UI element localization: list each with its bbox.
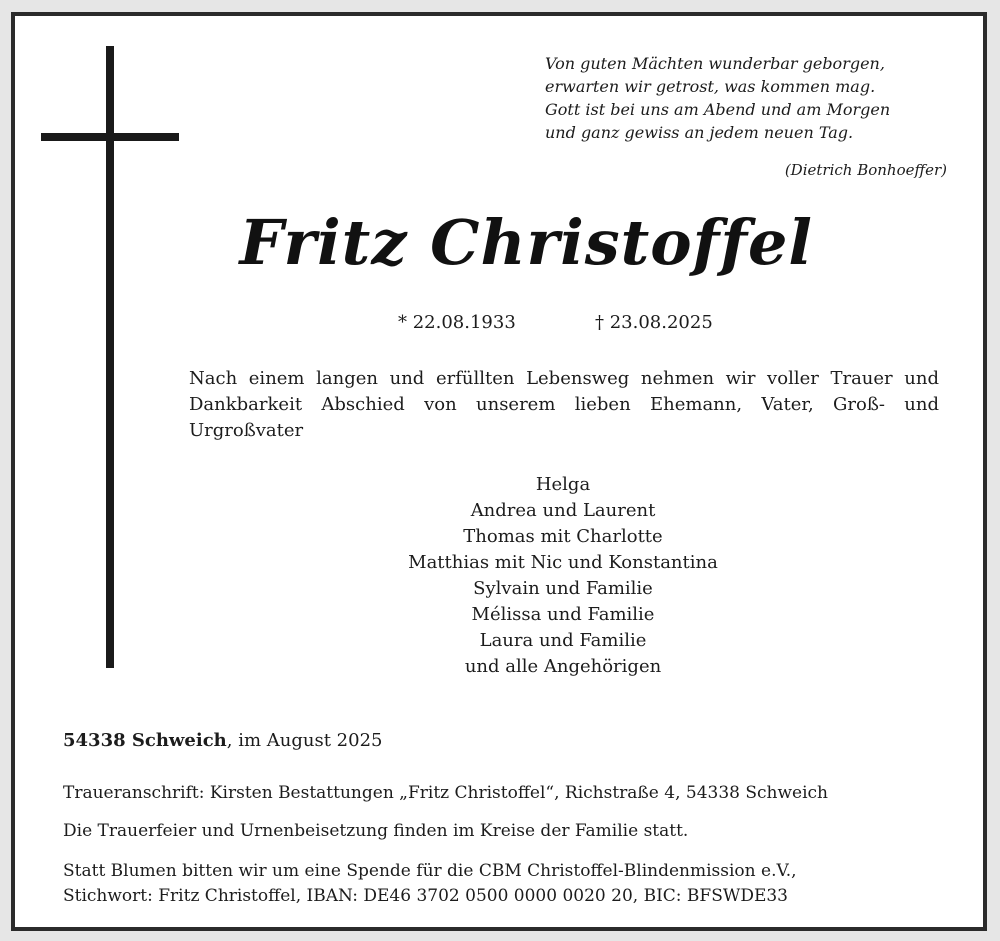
poem-line: erwarten wir getrost, was kommen mag. [545,77,876,96]
obituary-card [11,12,987,931]
donation-line: Stichwort: Fritz Christoffel, IBAN: DE46 3702 0500 0000 0020 20, BIC: BFSWDE33 [63,886,788,906]
family-member: Matthias mit Nic und Konstantina [408,552,718,573]
family-member: und alle Angehörigen [464,656,662,677]
intro-text: Nach einem langen und erfüllten Lebensweg nehmen wir voller Trauer und Dankbarkeit Abschied von unserem lieben Ehemann, Vater, Groß- und Urgroßvater [189,368,939,441]
ceremony-note: Die Trauerfeier und Urnenbeisetzung finden im Kreise der Familie statt. [63,821,689,841]
donation-line: Statt Blumen bitten wir um eine Spende für die CBM Christoffel-Blindenmission e.V., [63,861,797,881]
deceased-name: Fritz Christoffel [239,206,813,279]
mourning-address: Traueranschrift: Kirsten Bestattungen „Fritz Christoffel“, Richstraße 4, 54338 Schweich [63,783,828,803]
place-month: , im August 2025 [226,730,383,751]
death-date: † 23.08.2025 [595,312,713,333]
family-member: Sylvain und Familie [473,578,653,599]
place-date [63,730,382,751]
cross-icon-horizontal [41,133,179,141]
poem-line: Von guten Mächten wunderbar geborgen, [545,54,885,73]
birth-date: * 22.08.1933 [398,312,516,333]
family-member: Andrea und Laurent [470,500,656,521]
place-name: 54338 Schweich [63,730,227,751]
family-member: Thomas mit Charlotte [463,526,663,547]
poem-line: Gott ist bei uns am Abend und am Morgen [545,100,891,119]
poem-line: und ganz gewiss an jedem neuen Tag. [545,123,854,142]
family-member: Helga [535,474,591,495]
family-member: Mélissa und Familie [471,604,655,625]
poem-author: (Dietrich Bonhoeffer) [784,161,947,179]
family-list [315,472,811,680]
family-member: Laura und Familie [479,630,647,651]
poem [545,52,965,144]
donation-note [63,859,943,909]
